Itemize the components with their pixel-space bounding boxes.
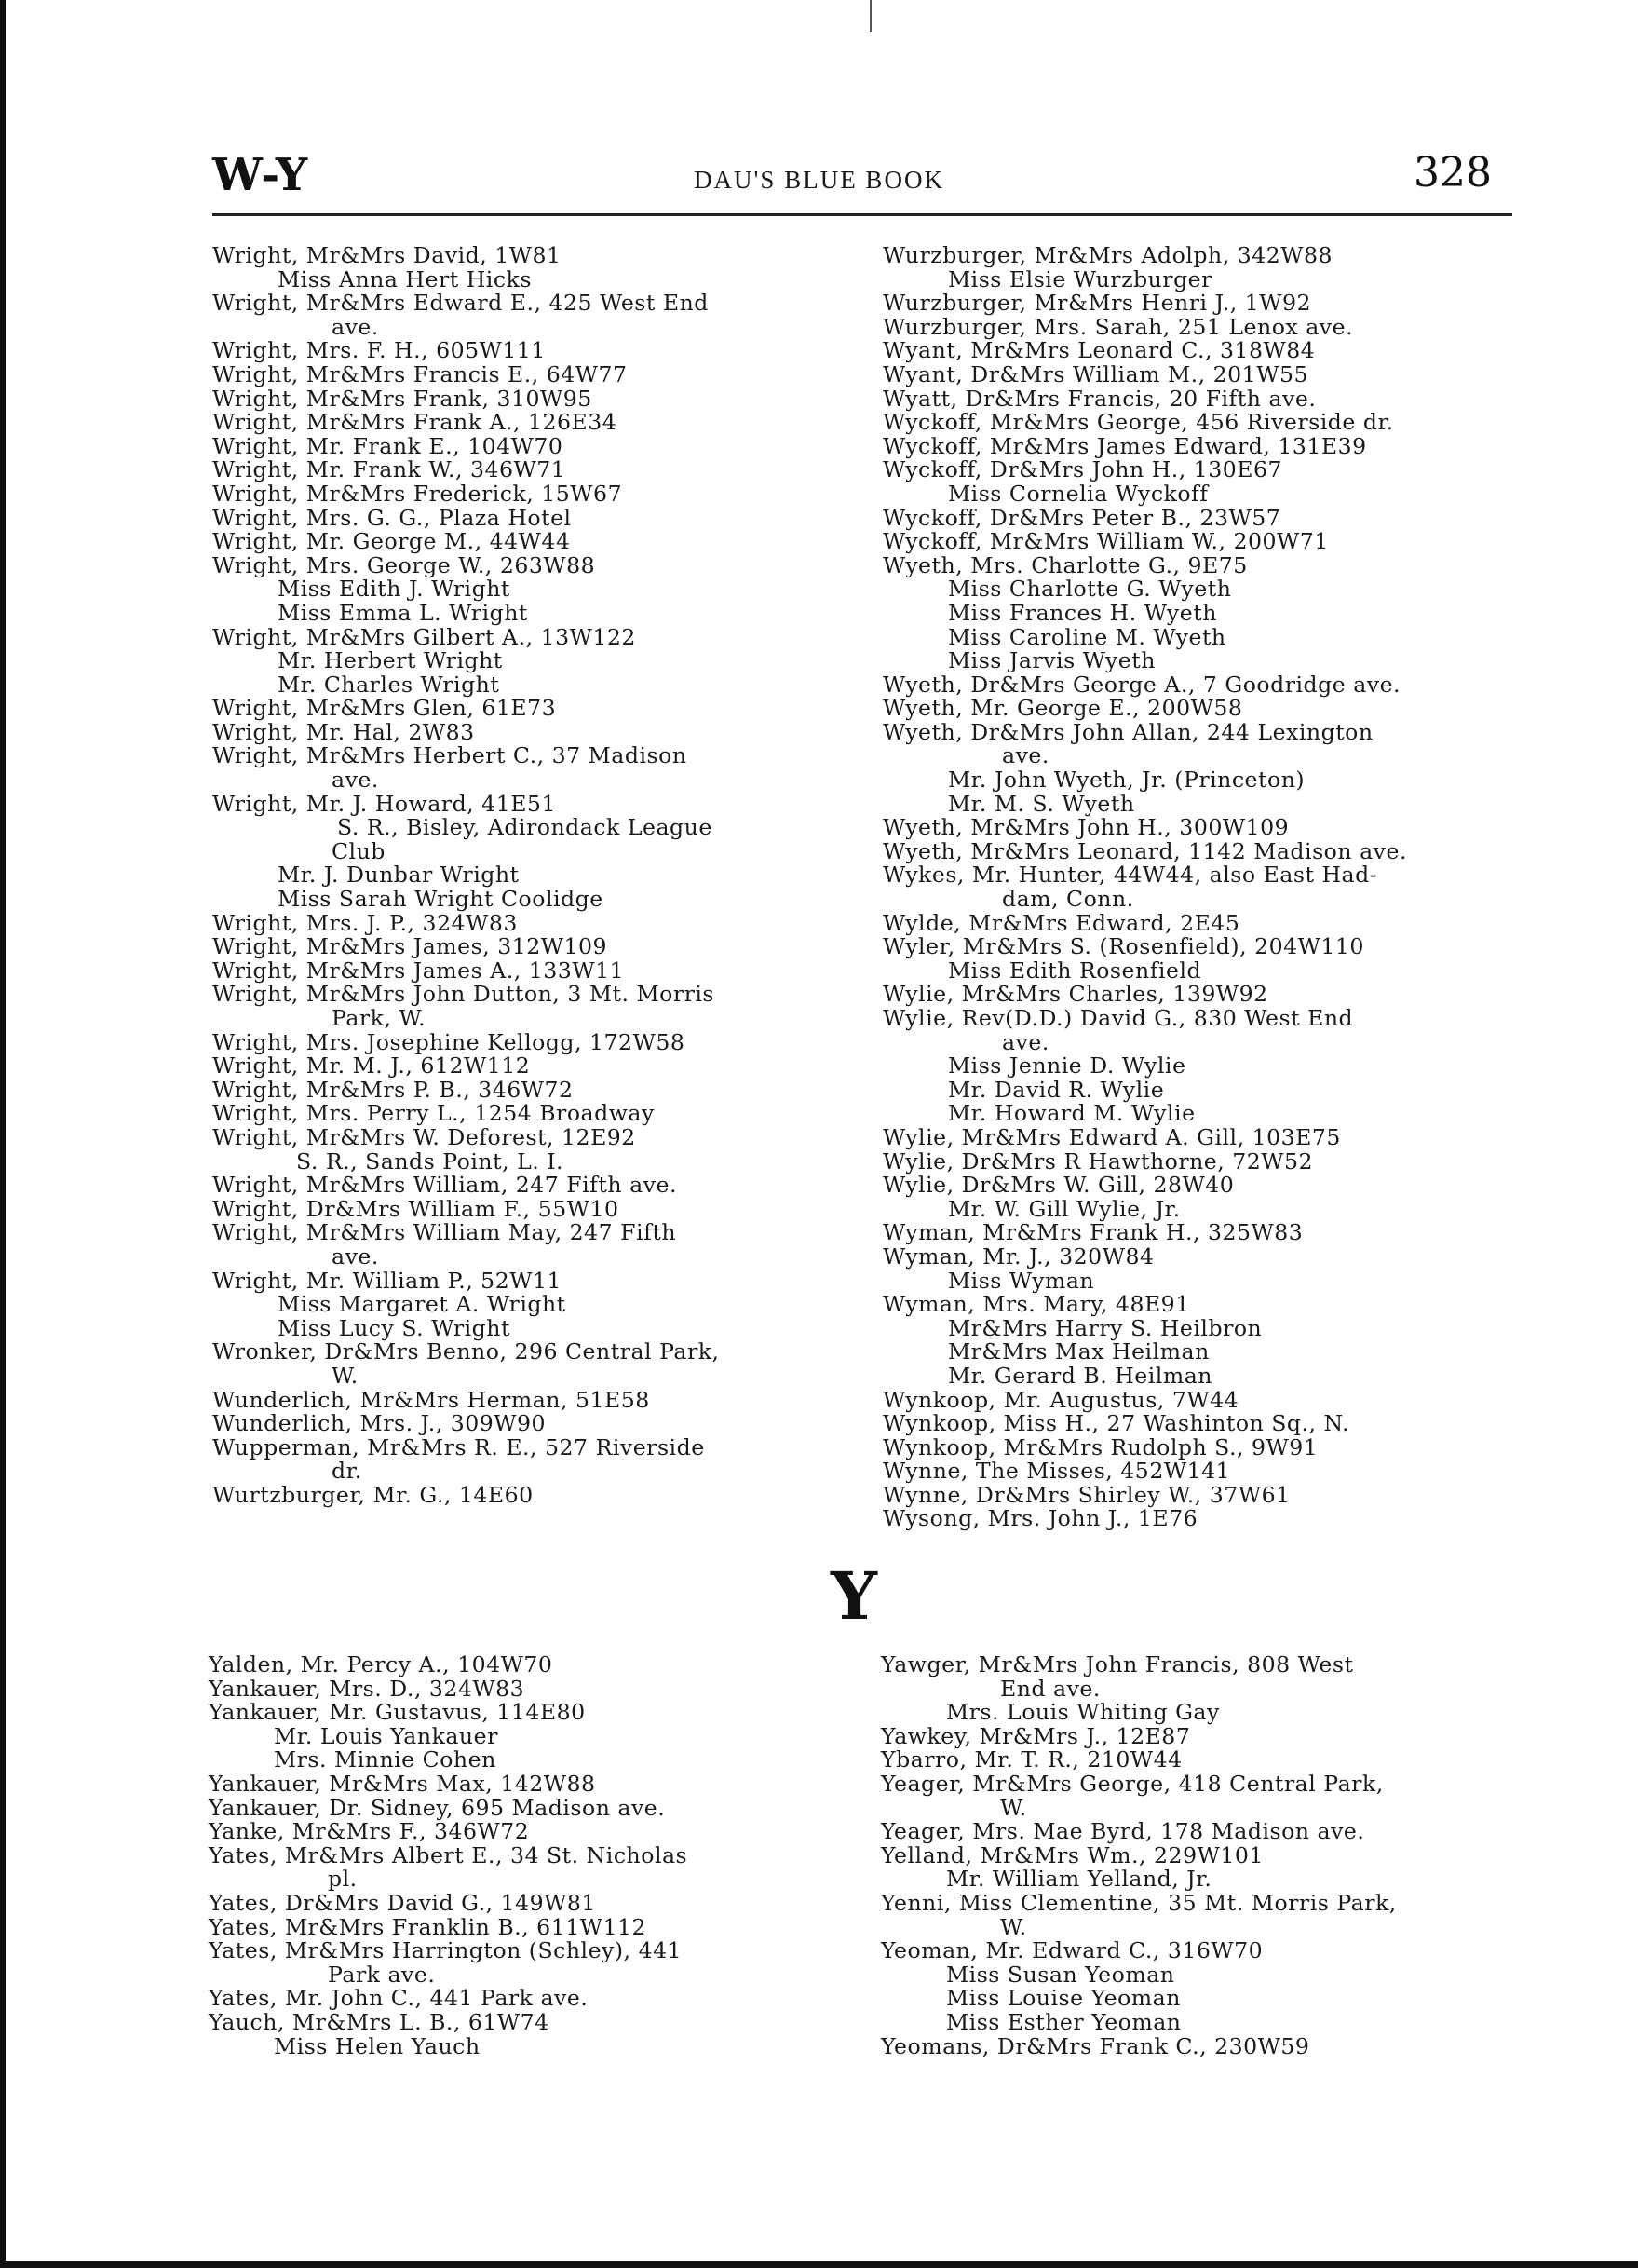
directory-entry: Yalden, Mr. Percy A., 104W70 <box>209 1651 553 1677</box>
directory-subentry: dr. <box>332 1458 362 1485</box>
directory-entry: Wright, Mr&Mrs Frederick, 15W67 <box>212 480 623 507</box>
directory-entry: Wright, Mr. George M., 44W44 <box>212 528 571 555</box>
scan-bottom-edge <box>0 2261 1638 2268</box>
directory-subentry: Mr. Louis Yankauer <box>274 1722 498 1749</box>
directory-subentry: Miss Frances H. Wyeth <box>948 599 1217 626</box>
directory-subentry: ave. <box>1002 742 1049 769</box>
directory-entry: Yeager, Mr&Mrs George, 418 Central Park, <box>881 1770 1384 1797</box>
directory-subentry: Miss Jennie D. Wylie <box>948 1053 1186 1080</box>
directory-subentry: Miss Elsie Wurzburger <box>948 265 1212 292</box>
directory-entry: Wyckoff, Mr&Mrs George, 456 Riverside dr. <box>883 409 1394 436</box>
directory-subentry: Mrs. Minnie Cohen <box>274 1746 496 1773</box>
directory-entry: Wright, Mrs. G. G., Plaza Hotel <box>212 504 572 531</box>
w-left-column <box>212 244 720 1507</box>
directory-entry: Wright, Mr&Mrs Gilbert A., 13W122 <box>212 623 636 650</box>
directory-entry: Yankauer, Mrs. D., 324W83 <box>209 1675 525 1702</box>
w-right-column <box>883 244 1407 1531</box>
directory-entry: Wyeth, Dr&Mrs John Allan, 244 Lexington <box>883 718 1374 745</box>
directory-entry: Wright, Mr&Mrs Frank, 310W95 <box>212 385 592 412</box>
directory-entry: Wynkoop, Mr&Mrs Rudolph S., 9W91 <box>883 1433 1319 1460</box>
scan-top-mark <box>870 0 872 32</box>
directory-entry: Yelland, Mr&Mrs Wm., 229W101 <box>881 1841 1264 1868</box>
directory-subentry: Mr. Gerard B. Heilman <box>948 1362 1212 1389</box>
y-right-column <box>881 1653 1397 2058</box>
directory-subentry: W. <box>1000 1913 1027 1940</box>
header-rule <box>212 213 1512 216</box>
directory-entry: Yawger, Mr&Mrs John Francis, 808 West <box>881 1651 1354 1677</box>
directory-entry: Wyckoff, Mr&Mrs William W., 200W71 <box>883 528 1329 555</box>
directory-entry: Wylie, Dr&Mrs R Hawthorne, 72W52 <box>883 1148 1314 1175</box>
directory-entry: Wurzburger, Mrs. Sarah, 251 Lenox ave. <box>883 313 1354 340</box>
directory-subentry: Mr. Herbert Wright <box>278 647 503 674</box>
directory-subentry: Miss Edith J. Wright <box>278 576 510 603</box>
directory-entry: Wyman, Mr. J., 320W84 <box>883 1243 1155 1270</box>
directory-subentry: ave. <box>1002 1028 1049 1055</box>
y-left-column <box>209 1653 687 2058</box>
directory-entry: Yeager, Mrs. Mae Byrd, 178 Madison ave. <box>881 1818 1365 1845</box>
directory-entry: Wylie, Dr&Mrs W. Gill, 28W40 <box>883 1172 1235 1199</box>
directory-subentry: Miss Caroline M. Wyeth <box>948 623 1226 650</box>
directory-subentry: Miss Anna Hert Hicks <box>278 265 532 292</box>
directory-entry: Wunderlich, Mrs. J., 309W90 <box>212 1410 547 1437</box>
directory-entry: Wyman, Mrs. Mary, 48E91 <box>883 1291 1190 1318</box>
directory-entry: Yankauer, Dr. Sidney, 695 Madison ave. <box>209 1794 666 1821</box>
directory-entry: Yauch, Mr&Mrs L. B., 61W74 <box>209 2008 549 2035</box>
directory-entry: Wurzburger, Mr&Mrs Adolph, 342W88 <box>883 242 1333 268</box>
directory-subentry: Club <box>332 837 386 864</box>
directory-entry: Wright, Mr&Mrs David, 1W81 <box>212 242 562 268</box>
directory-subentry: Mr. Howard M. Wylie <box>948 1100 1196 1127</box>
book-title: DAU'S BLUE BOOK <box>694 166 944 194</box>
directory-entry: Wright, Mrs. Perry L., 1254 Broadway <box>212 1100 655 1127</box>
directory-subentry: Mr. Charles Wright <box>278 671 500 698</box>
directory-subentry: Park, W. <box>332 1005 426 1031</box>
directory-entry: Wright, Mr&Mrs W. Deforest, 12E92 <box>212 1123 636 1150</box>
directory-subentry: Miss Cornelia Wyckoff <box>948 480 1209 507</box>
directory-entry: Yates, Mr. John C., 441 Park ave. <box>209 1985 589 2012</box>
directory-entry: Wynkoop, Mr. Augustus, 7W44 <box>883 1386 1239 1413</box>
directory-entry: Wright, Mr. M. J., 612W112 <box>212 1053 531 1080</box>
directory-entry: Wurzburger, Mr&Mrs Henri J., 1W92 <box>883 290 1311 317</box>
directory-entry: Wylde, Mr&Mrs Edward, 2E45 <box>883 909 1240 936</box>
directory-entry: Yates, Mr&Mrs Harrington (Schley), 441 <box>209 1937 683 1964</box>
directory-subentry: Mr. M. S. Wyeth <box>948 790 1135 817</box>
directory-subentry: Miss Wyman <box>948 1267 1095 1294</box>
directory-subentry: S. R., Bisley, Adirondack League <box>337 814 712 841</box>
directory-entry: Wyant, Mr&Mrs Leonard C., 318W84 <box>883 337 1316 364</box>
directory-entry: Wright, Mrs. J. P., 324W83 <box>212 909 518 936</box>
directory-subentry: W. <box>332 1362 359 1389</box>
directory-entry: Wright, Mr&Mrs Frank A., 126E34 <box>212 409 617 436</box>
directory-entry: Yates, Mr&Mrs Franklin B., 611W112 <box>209 1913 646 1940</box>
directory-entry: Wynkoop, Miss H., 27 Washinton Sq., N. <box>883 1410 1350 1437</box>
directory-entry: Yankauer, Mr&Mrs Max, 142W88 <box>209 1770 596 1797</box>
directory-entry: Yates, Dr&Mrs David G., 149W81 <box>209 1889 596 1916</box>
directory-entry: Wright, Mr&Mrs William May, 247 Fifth <box>212 1219 677 1246</box>
directory-entry: Wright, Mr&Mrs James, 312W109 <box>212 933 608 960</box>
directory-entry: Wynne, Dr&Mrs Shirley W., 37W61 <box>883 1481 1291 1508</box>
directory-entry: Wylie, Mr&Mrs Edward A. Gill, 103E75 <box>883 1123 1341 1150</box>
directory-subentry: Mr. David R. Wylie <box>948 1076 1165 1103</box>
directory-subentry: ave. <box>332 313 379 340</box>
directory-subentry: ave. <box>332 1243 379 1270</box>
directory-entry: Wright, Mr&Mrs William, 247 Fifth ave. <box>212 1172 677 1199</box>
scan-left-edge <box>0 0 6 2268</box>
directory-subentry: Park ave. <box>328 1961 436 1988</box>
directory-entry: Wylie, Rev(D.D.) David G., 830 West End <box>883 1005 1354 1031</box>
directory-entry: Wyeth, Mr&Mrs John H., 300W109 <box>883 814 1290 841</box>
page-number: 328 <box>1414 149 1492 197</box>
directory-subentry: Miss Margaret A. Wright <box>278 1291 566 1318</box>
directory-entry: Wyeth, Mr&Mrs Leonard, 1142 Madison ave. <box>883 837 1407 864</box>
directory-subentry: Miss Susan Yeoman <box>946 1961 1175 1988</box>
directory-entry: Wyant, Dr&Mrs William M., 201W55 <box>883 360 1308 387</box>
directory-entry: Wyckoff, Mr&Mrs James Edward, 131E39 <box>883 432 1367 459</box>
directory-subentry: Miss Helen Yauch <box>274 2032 481 2059</box>
directory-subentry: Miss Esther Yeoman <box>946 2008 1182 2035</box>
directory-subentry: Mr&Mrs Max Heilman <box>948 1338 1210 1365</box>
directory-subentry: Miss Louise Yeoman <box>946 1985 1181 2012</box>
directory-entry: Yawkey, Mr&Mrs J., 12E87 <box>881 1722 1191 1749</box>
directory-entry: Yankauer, Mr. Gustavus, 114E80 <box>209 1699 586 1726</box>
directory-entry: Wright, Mr&Mrs Edward E., 425 West End <box>212 290 709 317</box>
directory-subentry: W. <box>1000 1794 1027 1821</box>
directory-subentry: Miss Emma L. Wright <box>278 599 528 626</box>
directory-entry: Wysong, Mrs. John J., 1E76 <box>883 1505 1198 1532</box>
directory-subentry: Mr. J. Dunbar Wright <box>278 862 520 889</box>
directory-entry: Wright, Mr. Frank W., 346W71 <box>212 456 566 483</box>
directory-entry: Wykes, Mr. Hunter, 44W44, also East Had- <box>883 862 1378 889</box>
directory-subentry: End ave. <box>1000 1675 1101 1702</box>
directory-entry: Wyman, Mr&Mrs Frank H., 325W83 <box>883 1219 1304 1246</box>
directory-entry: Wurtzburger, Mr. G., 14E60 <box>212 1481 534 1508</box>
directory-entry: Wyeth, Dr&Mrs George A., 7 Goodridge ave. <box>883 671 1401 698</box>
directory-subentry: Mr. John Wyeth, Jr. (Princeton) <box>948 767 1306 794</box>
directory-entry: Wylie, Mr&Mrs Charles, 139W92 <box>883 981 1268 1008</box>
directory-entry: Wright, Mrs. George W., 263W88 <box>212 551 596 578</box>
directory-entry: Yeomans, Dr&Mrs Frank C., 230W59 <box>881 2032 1310 2059</box>
section-range: W-Y <box>212 149 309 201</box>
directory-entry: Wright, Mrs. Josephine Kellogg, 172W58 <box>212 1028 685 1055</box>
directory-subentry: S. R., Sands Point, L. I. <box>296 1148 564 1175</box>
directory-entry: Wright, Mr&Mrs James A., 133W11 <box>212 957 625 984</box>
directory-subentry: Mr. William Yelland, Jr. <box>946 1866 1212 1893</box>
directory-entry: Ybarro, Mr. T. R., 210W44 <box>881 1746 1183 1773</box>
directory-entry: Wright, Mr. Frank E., 104W70 <box>212 432 563 459</box>
directory-entry: Yates, Mr&Mrs Albert E., 34 St. Nicholas <box>209 1841 688 1868</box>
directory-entry: Wyatt, Dr&Mrs Francis, 20 Fifth ave. <box>883 385 1317 412</box>
directory-subentry: Miss Edith Rosenfield <box>948 957 1202 984</box>
directory-entry: Yeoman, Mr. Edward C., 316W70 <box>881 1937 1264 1964</box>
directory-entry: Wright, Mr. Hal, 2W83 <box>212 718 475 745</box>
directory-entry: Wright, Mrs. F. H., 605W111 <box>212 337 546 364</box>
directory-subentry: dam, Conn. <box>1002 886 1134 913</box>
directory-entry: Wyeth, Mrs. Charlotte G., 9E75 <box>883 551 1248 578</box>
directory-entry: Wupperman, Mr&Mrs R. E., 527 Riverside <box>212 1433 705 1460</box>
directory-entry: Wyler, Mr&Mrs S. (Rosenfield), 204W110 <box>883 933 1364 960</box>
directory-subentry: Mr. W. Gill Wylie, Jr. <box>948 1195 1181 1222</box>
directory-entry: Wyckoff, Dr&Mrs John H., 130E67 <box>883 456 1283 483</box>
directory-entry: Wynne, The Misses, 452W141 <box>883 1458 1231 1485</box>
directory-entry: Wright, Dr&Mrs William F., 55W10 <box>212 1195 619 1222</box>
directory-subentry: Miss Charlotte G. Wyeth <box>948 576 1232 603</box>
directory-entry: Wunderlich, Mr&Mrs Herman, 51E58 <box>212 1386 650 1413</box>
directory-entry: Wright, Mr. William P., 52W11 <box>212 1267 562 1294</box>
directory-subentry: Mrs. Louis Whiting Gay <box>946 1699 1220 1726</box>
directory-entry: Wright, Mr&Mrs John Dutton, 3 Mt. Morris <box>212 981 715 1008</box>
directory-entry: Yanke, Mr&Mrs F., 346W72 <box>209 1818 530 1845</box>
directory-entry: Yenni, Miss Clementine, 35 Mt. Morris Park, <box>881 1889 1397 1916</box>
section-letter-y: Y <box>831 1557 877 1635</box>
directory-entry: Wronker, Dr&Mrs Benno, 296 Central Park, <box>212 1338 720 1365</box>
directory-entry: Wyeth, Mr. George E., 200W58 <box>883 695 1243 722</box>
directory-entry: Wright, Mr&Mrs Francis E., 64W77 <box>212 360 628 387</box>
directory-subentry: Miss Lucy S. Wright <box>278 1314 510 1341</box>
directory-subentry: Miss Jarvis Wyeth <box>948 647 1156 674</box>
directory-entry: Wright, Mr. J. Howard, 41E51 <box>212 790 556 817</box>
directory-subentry: Mr&Mrs Harry S. Heilbron <box>948 1314 1263 1341</box>
directory-entry: Wright, Mr&Mrs P. B., 346W72 <box>212 1076 574 1103</box>
directory-subentry: ave. <box>332 767 379 794</box>
directory-entry: Wright, Mr&Mrs Herbert C., 37 Madison <box>212 742 687 769</box>
directory-subentry: pl. <box>328 1866 358 1893</box>
directory-entry: Wyckoff, Dr&Mrs Peter B., 23W57 <box>883 504 1281 531</box>
directory-entry: Wright, Mr&Mrs Glen, 61E73 <box>212 695 557 722</box>
directory-subentry: Miss Sarah Wright Coolidge <box>278 886 603 913</box>
